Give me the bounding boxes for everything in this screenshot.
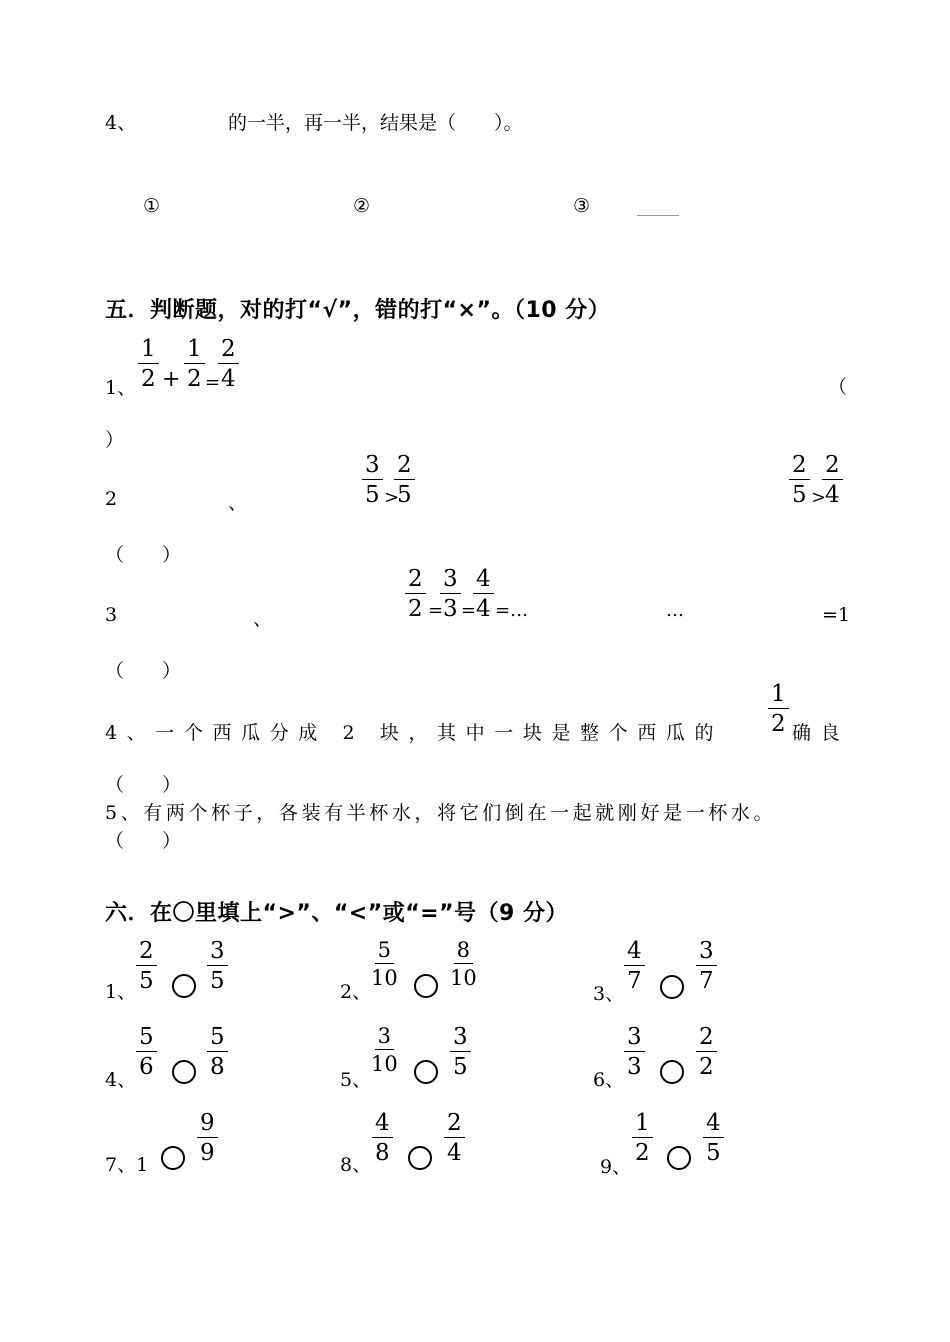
s5-item3-answer-paren: （ ） <box>105 660 182 682</box>
numerator: 3 <box>696 940 717 966</box>
numerator: 8 <box>454 940 473 964</box>
s5-item3-tail: =1 <box>822 604 851 626</box>
denominator: 8 <box>210 1054 225 1080</box>
s5-item2-fraction-a2 <box>394 454 415 507</box>
s6-item7-answer-circle[interactable] <box>161 1146 185 1170</box>
section5-title: 五．判断题，对的打“√”，错的打“×”。（10 分） <box>105 298 611 323</box>
s6-item4-right-fraction <box>207 1026 228 1079</box>
s6-item9-right-fraction <box>703 1112 724 1165</box>
numerator: 4 <box>703 1112 724 1138</box>
s6-item4-answer-circle[interactable] <box>172 1060 196 1084</box>
s5-item1-fraction-2 <box>184 338 205 391</box>
denominator: 2 <box>408 596 423 622</box>
s5-item1-fraction-3 <box>218 338 239 391</box>
numerator: 2 <box>405 568 426 594</box>
numerator: 4 <box>372 1112 393 1138</box>
q4-option-3: ③ <box>573 195 591 217</box>
denominator: 4 <box>447 1140 462 1166</box>
denominator: 3 <box>443 596 458 622</box>
denominator: 8 <box>375 1140 390 1166</box>
denominator: 9 <box>200 1140 215 1166</box>
denominator: 7 <box>627 968 642 994</box>
s6-item6-left-fraction <box>624 1026 645 1079</box>
s5-item3-equals-1: = <box>428 600 444 621</box>
s6-item3-left-fraction <box>624 940 645 993</box>
s6-item1-right-fraction <box>207 940 228 993</box>
s6-item9-left-fraction <box>632 1112 653 1165</box>
s5-item3-separator: 、 <box>253 608 273 630</box>
numerator: 3 <box>375 1026 394 1050</box>
s5-item4-answer-paren: （ ） <box>105 774 182 796</box>
s5-item3-fraction-2 <box>440 568 461 621</box>
numerator: 1 <box>768 683 789 709</box>
s5-item2-separator: 、 <box>228 492 248 514</box>
s6-item4-left-fraction <box>136 1026 157 1079</box>
s6-item8-label: 8、 <box>340 1154 372 1176</box>
denominator: 10 <box>371 1052 398 1076</box>
denominator: 5 <box>792 482 807 508</box>
s5-item1-paren-close: ） <box>105 429 125 451</box>
denominator: 5 <box>365 482 380 508</box>
numerator: 3 <box>450 1026 471 1052</box>
numerator: 3 <box>624 1026 645 1052</box>
denominator: 5 <box>706 1140 721 1166</box>
s5-item3-fraction-1 <box>405 568 426 621</box>
numerator: 5 <box>136 1026 157 1052</box>
numerator: 5 <box>375 940 394 964</box>
denominator: 10 <box>450 966 477 990</box>
denominator: 2 <box>699 1054 714 1080</box>
denominator: 4 <box>221 366 236 392</box>
numerator: 4 <box>473 568 494 594</box>
denominator: 5 <box>453 1054 468 1080</box>
s6-item2-left-fraction <box>371 940 398 989</box>
numerator: 2 <box>218 338 239 364</box>
s6-item3-right-fraction <box>696 940 717 993</box>
numerator: 2 <box>822 454 843 480</box>
s6-item1-left-fraction <box>136 940 157 993</box>
numerator: 1 <box>184 338 205 364</box>
s6-item5-answer-circle[interactable] <box>414 1060 438 1084</box>
s6-item6-answer-circle[interactable] <box>660 1060 684 1084</box>
denominator: 7 <box>699 968 714 994</box>
s6-item7-label: 7、1 <box>105 1154 149 1176</box>
s6-item3-answer-circle[interactable] <box>660 975 684 999</box>
denominator: 2 <box>635 1140 650 1166</box>
denominator: 2 <box>771 711 786 737</box>
s5-item1-equals: = <box>205 372 221 393</box>
s6-item9-answer-circle[interactable] <box>667 1146 691 1170</box>
q4-option-2: ② <box>353 195 371 217</box>
denominator: 6 <box>139 1054 154 1080</box>
s5-item2-answer-paren: （ ） <box>105 544 182 566</box>
numerator: 2 <box>696 1026 717 1052</box>
s5-item1-number: 1、 <box>105 377 137 399</box>
denominator: 5 <box>210 968 225 994</box>
numerator: 3 <box>440 568 461 594</box>
numerator: 1 <box>138 338 159 364</box>
s6-item6-right-fraction <box>696 1026 717 1079</box>
s5-item4-text: 4、一个西瓜分成 2 块，其中一块是整个西瓜的 <box>105 722 724 744</box>
numerator: 9 <box>197 1112 218 1138</box>
s6-item9-label: 9、 <box>600 1156 632 1178</box>
numerator: 2 <box>789 454 810 480</box>
q4-option-1: ① <box>143 195 161 217</box>
numerator: 1 <box>632 1112 653 1138</box>
denominator: 10 <box>371 966 398 990</box>
numerator: 2 <box>136 940 157 966</box>
s6-item5-left-fraction <box>371 1026 398 1075</box>
denominator: 5 <box>139 968 154 994</box>
s5-item2-compare-1: > <box>384 487 400 508</box>
denominator: 4 <box>825 482 840 508</box>
s6-item8-left-fraction <box>372 1112 393 1165</box>
numerator: 5 <box>207 1026 228 1052</box>
s6-item3-label: 3、 <box>593 983 625 1005</box>
s5-item2-number: 2 <box>105 488 118 510</box>
s5-item3-equals-ellipsis: =… <box>495 600 529 621</box>
s6-item2-answer-circle[interactable] <box>414 974 438 998</box>
s5-item3-equals-2: = <box>461 600 477 621</box>
numerator: 4 <box>624 940 645 966</box>
s5-item3-fraction-3 <box>473 568 494 621</box>
s6-item1-answer-circle[interactable] <box>172 974 196 998</box>
s5-item2-compare-2: > <box>811 487 827 508</box>
q4-option-3-line <box>637 215 679 216</box>
s6-item8-right-fraction <box>444 1112 465 1165</box>
s5-item5-text: 5、有两个杯子，各装有半杯水，将它们倒在一起就刚好是一杯水。 <box>105 802 777 824</box>
q4-text: 的一半，再一半，结果是（ ）。 <box>228 112 523 134</box>
s6-item4-label: 4、 <box>105 1069 137 1091</box>
s6-item5-label: 5、 <box>340 1069 372 1091</box>
denominator: 4 <box>476 596 491 622</box>
s5-item1-fraction-1 <box>138 338 159 391</box>
s5-item5-answer-paren: （ ） <box>105 830 182 852</box>
s6-item2-right-fraction <box>450 940 477 989</box>
s5-item3-number: 3 <box>105 604 118 626</box>
denominator: 3 <box>627 1054 642 1080</box>
s5-item2-fraction-b1 <box>789 454 810 507</box>
denominator: 2 <box>141 366 156 392</box>
numerator: 3 <box>362 454 383 480</box>
denominator: 2 <box>187 366 202 392</box>
s6-item2-label: 2、 <box>340 981 372 1003</box>
denominator: 5 <box>397 482 412 508</box>
s5-item2-fraction-b2 <box>822 454 843 507</box>
s6-item6-label: 6、 <box>593 1069 625 1091</box>
s6-item7-right-fraction <box>197 1112 218 1165</box>
s5-item3-ellipsis: … <box>666 600 684 621</box>
numerator: 2 <box>444 1112 465 1138</box>
s5-item4-text-after: 确良 <box>792 722 850 744</box>
numerator: 2 <box>394 454 415 480</box>
s5-item1-plus: + <box>162 367 181 392</box>
section6-title: 六．在〇里填上“>”、“<”或“=”号（9 分） <box>105 901 569 926</box>
s6-item5-right-fraction <box>450 1026 471 1079</box>
s5-item2-fraction-a1 <box>362 454 383 507</box>
q4-number: 4、 <box>105 112 137 134</box>
s5-item4-fraction <box>768 683 789 736</box>
s6-item8-answer-circle[interactable] <box>408 1146 432 1170</box>
numerator: 3 <box>207 940 228 966</box>
s5-item1-paren-open: （ <box>828 376 848 398</box>
s6-item1-label: 1、 <box>105 981 137 1003</box>
